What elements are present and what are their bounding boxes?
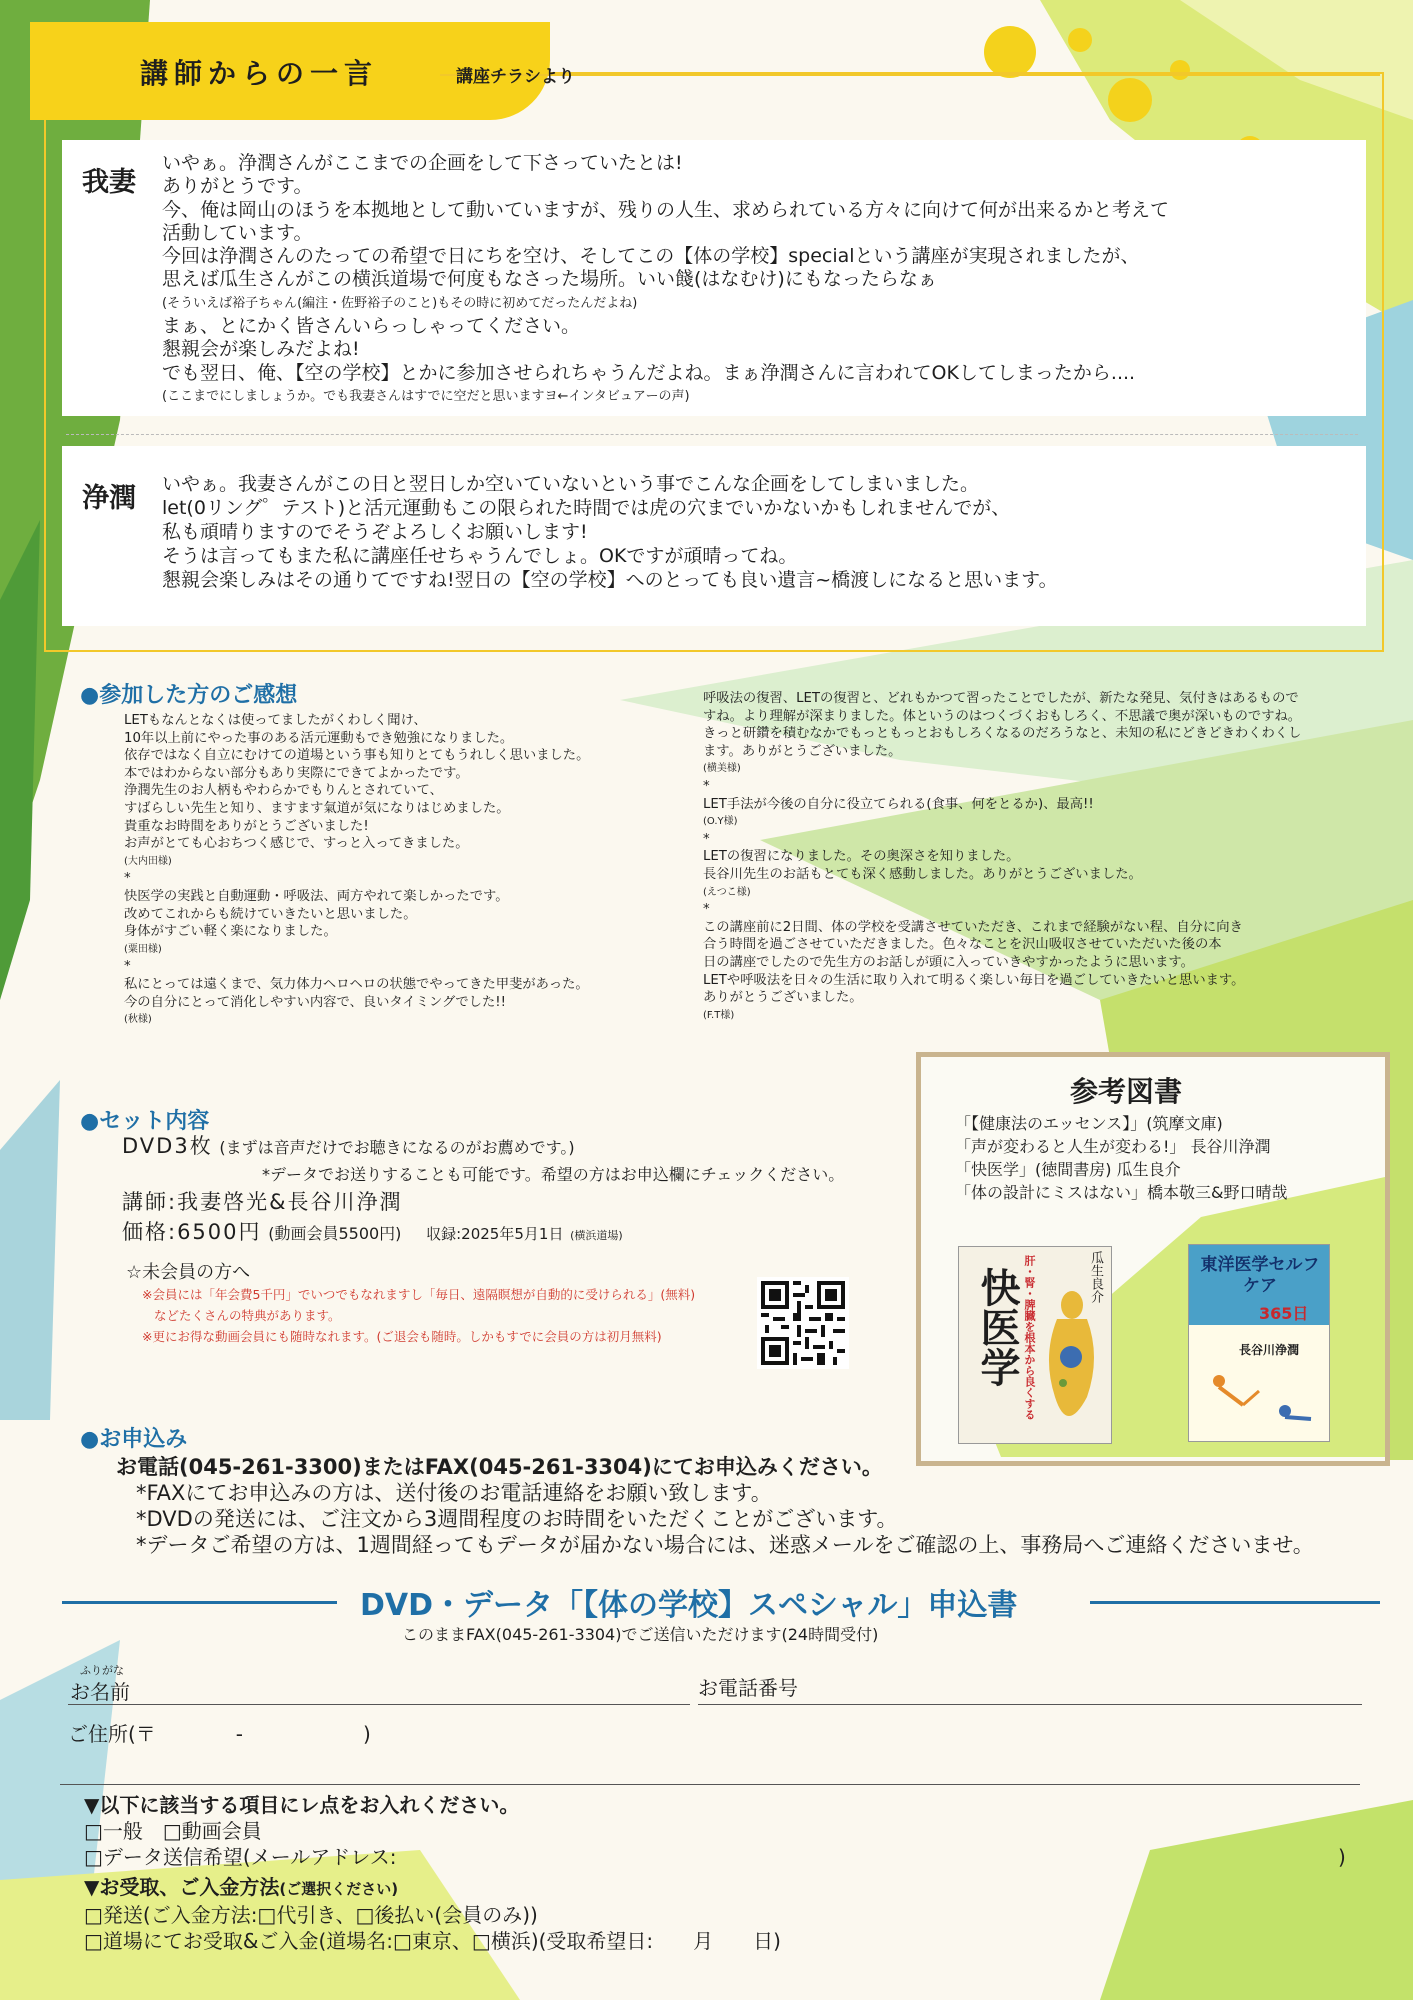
impression-line: すね。より理解が深まりました。体というのはつくづくおもしろく、不思議で奥が深いものですね。 <box>703 708 1302 724</box>
talk-line: let(0リング゜テスト)と活元運動もこの限られた時間では虎の穴までいかないかもしれませんでが、 <box>162 497 1011 519</box>
impression-line: 浄潤先生のお人柄もやわらかでもりんとされていて、 <box>124 783 443 799</box>
impression-line: * <box>124 959 131 975</box>
cover-title: 東洋医学セルフケア <box>1200 1255 1320 1296</box>
impressions-heading-text: 参加した方のご感想 <box>99 683 298 708</box>
name-field[interactable] <box>68 1676 690 1705</box>
impression-line: きっと研鑽を積むなかでもっともっとおもしろくなるのだろうなと、未知の私にどきどきわくわくし <box>703 726 1302 742</box>
apply-main: お電話(045-261-3300)またはFAX(045-261-3304)にてお申込みください。 <box>116 1455 883 1479</box>
pay-option-dojo[interactable]: □道場にてお受取&ご入金(道場名:□東京、□横浜)(受取希望日: 月 日) <box>84 1929 781 1953</box>
impression-line: すばらしい先生と知り、ますます氣道が気になりはじめました。 <box>124 800 510 816</box>
talk-line: いやぁ。浄潤さんがここまでの企画をして下さっていたとは! <box>162 152 683 174</box>
form-options <box>84 1792 1374 1954</box>
member-note: ※会員には「年会費5千円」でいつでもなれますし「毎日、遠隔瞑想が自動的に受けられる」(無料) <box>142 1287 696 1302</box>
price <box>122 1218 623 1250</box>
speaker-1-text <box>162 152 1352 408</box>
pay-heading-text: ▼お受取、ご入金方法 <box>84 1875 280 1899</box>
page-title: 講師からの一言 <box>140 57 379 90</box>
apply-body <box>116 1454 1314 1558</box>
divider <box>66 434 1358 435</box>
book-cover-selfcare <box>1188 1244 1330 1442</box>
impression-line: 身体がすごい軽く楽になりました。 <box>124 924 337 940</box>
phone-field[interactable] <box>698 1672 1362 1705</box>
book-item: 「体の設計にミスはない」橋本敬三&野口晴哉 <box>955 1183 1288 1202</box>
bullet-dot-icon: ● <box>80 1109 100 1134</box>
impression-line: * <box>124 871 131 887</box>
form-subtitle: このままFAX(045-261-3304)でご送信いただけます(24時間受付) <box>402 1625 879 1644</box>
talk-line: 今、俺は岡山のほうを本拠地として動いていますが、残りの人生、求められている方々に向けて何が出来るかと考えて <box>162 198 1170 221</box>
books-list <box>955 1112 1287 1204</box>
check-heading: ▼以下に該当する項目にレ点をお入れください。 <box>84 1793 520 1817</box>
talk-line-small: (ここまでにしましょうか。でも我妻さんはすでに空だと思いますヨ←インタビュアーの声) <box>162 388 690 404</box>
cover-subtitle: 肝・腎・脾臓を根本から良くする <box>1023 1255 1036 1420</box>
name-label: お名前 <box>70 1680 130 1704</box>
impression-line: 依存ではなく自立にむけての道場という事も知りとてもうれしく思いました。 <box>124 748 590 764</box>
impression-line: * <box>703 902 710 918</box>
bullet-dot-icon: ● <box>80 683 100 708</box>
impression-line: LET手法が今後の自分に役立てられる(食事、何をとるか)、最高!! <box>703 796 1094 812</box>
talk-line: 私も頑晴りますのでそうぞよろしくお願いします! <box>162 521 588 543</box>
impression-line: ます。ありがとうございました。 <box>703 743 902 759</box>
apply-heading <box>80 1422 187 1453</box>
impressions-right <box>703 690 1343 1024</box>
talk-line: 懇親会楽しみはその通りてですね!翌日の【空の学校】へのとっても良い遺言~橋渡しになると思います。 <box>162 569 1058 591</box>
impressions-left <box>124 712 684 1029</box>
furigana-label: ふりがな <box>80 1664 124 1677</box>
talk-line: 活動しています。 <box>162 221 313 244</box>
qr-code[interactable] <box>757 1277 849 1369</box>
impression-line: この講座前に2日間、体の学校を受講させていただき、これまで経験がない程、自分に向き <box>703 919 1243 935</box>
talk-line: 懇親会が楽しみだよね! <box>162 338 360 361</box>
talk-line: まぁ、とにかく皆さんいらっしゃってください。 <box>162 315 581 338</box>
teacher: 講師:我妻啓光&長谷川浄潤 <box>122 1190 403 1214</box>
form-title: DVD・データ「【体の学校】スペシャル」申込書 <box>360 1588 1018 1623</box>
talk-line: 今回は浄潤さんのたっての希望で日にちを空け、そしてこの【体の学校】specialという講座が実現されましたが、 <box>162 245 1140 268</box>
price-value: 価格:6500円 <box>122 1220 262 1244</box>
apply-heading-text: お申込み <box>99 1427 188 1452</box>
recorded-date: 収録:2025年5月1日 <box>426 1225 564 1243</box>
book-item: 「声が変わると人生が変わる!」 長谷川浄潤 <box>955 1137 1271 1156</box>
address-label: ご住所(〒 - ) <box>68 1722 371 1746</box>
recorded-place: (横浜道場) <box>570 1229 623 1242</box>
data-send-close: ) <box>1338 1845 1346 1869</box>
impression-line: 快医学の実践と自動運動・呼吸法、両方やれて楽しかったです。 <box>124 888 509 904</box>
header-rule <box>440 74 1380 76</box>
impression-line: 貴重なお時間をありがとうございました! <box>124 818 369 834</box>
speaker-name-2: 浄潤 <box>82 483 136 514</box>
set-heading <box>80 1104 209 1135</box>
impression-line: LETや呼吸法を日々の生活に取り入れて明るく楽しい毎日を過ごしていきたいと思います。 <box>703 972 1245 988</box>
books-heading: 参考図書 <box>1070 1075 1183 1108</box>
impression-author: (F.T様) <box>703 1009 735 1021</box>
data-send-checkbox[interactable] <box>84 1844 1374 1870</box>
member-note: などたくさんの特典があります。 <box>154 1308 341 1323</box>
member-type-checkboxes[interactable]: □一般 □動画会員 <box>84 1819 262 1843</box>
dvd-count: DVD3枚 <box>122 1134 213 1158</box>
figure-illustration-icon <box>1037 1287 1107 1437</box>
impression-line: LETの復習になりました。その奥深さを知りました。 <box>703 849 1020 865</box>
apply-note: *DVDの発送には、ご注文から3週間程度のお時間をいただくことがございます。 <box>136 1507 898 1531</box>
qr-code-icon <box>757 1277 849 1369</box>
impression-line: 10年以上前にやった事のある活元運動もでき勉強になりました。 <box>124 730 514 746</box>
impression-line: 本ではわからない部分もあり実際にできてよかったです。 <box>124 765 469 781</box>
pay-heading <box>84 1874 1374 1902</box>
cover-days: 365日 <box>1259 1304 1309 1323</box>
impression-author: (粟田様) <box>124 943 162 955</box>
impression-line: ありがとうございました。 <box>703 990 863 1006</box>
impression-author: (大内田様) <box>124 855 172 867</box>
talk-line: ありがとうです。 <box>162 175 313 198</box>
impression-line: LETもなんとなくは使ってましたがくわしく聞け、 <box>124 713 427 728</box>
impressions-heading <box>80 678 297 709</box>
impression-line: 今の自分にとって消化しやすい内容で、良いタイミングでした!! <box>124 994 506 1010</box>
book-item: 「【健康法のエッセンス】」(筑摩文庫) <box>955 1114 1223 1133</box>
speaker-2-text <box>162 472 1352 592</box>
impression-author: (えつこ様) <box>703 886 751 898</box>
talk-line: でも翌日、俺、【空の学校】とかに参加させられちゃうんだよね。まぁ浄潤さんに言われてOKしてしまったから.... <box>162 361 1136 384</box>
impression-author: (横美様) <box>703 763 741 775</box>
nonmember-heading: ☆未会員の方へ <box>126 1262 251 1283</box>
apply-note: *データご希望の方は、1週間経ってもデータが届かない場合には、迷惑メールをご確認の上、事務局へご連絡くださいませ。 <box>136 1533 1314 1557</box>
address-field[interactable] <box>60 1718 1360 1785</box>
speaker-name-1: 我妻 <box>82 167 136 198</box>
impression-line: * <box>703 831 710 847</box>
member-note: ※更にお得な動画会員にも随時なれます。(ご退会も随時。しかもすでに会員の方は初月無料) <box>142 1329 662 1344</box>
impression-author: (秋様) <box>124 1014 152 1026</box>
page-subtitle: 講座チラシより <box>456 67 575 87</box>
talk-line-small: (そういえば裕子ちゃん(編注・佐野裕子のこと)もその時に初めてだったんだよね) <box>162 295 638 311</box>
book-cover-kaiigaku <box>958 1246 1112 1444</box>
impression-line: 合う時間を過ごさせていただきました。色々なことを沢山吸収させていただいた後の本 <box>703 937 1222 953</box>
data-send-label: □データ送信希望(メールアドレス: <box>84 1845 397 1869</box>
pay-option-ship[interactable]: □発送(ご入金方法:□代引き、□後払い(会員のみ)) <box>84 1903 538 1927</box>
impression-author: (O.Y様) <box>703 816 738 828</box>
exercise-illustration-icon <box>1199 1361 1319 1431</box>
talk-line: そうは言ってもまた私に講座任せちゃうんでしょ。OKですが頑晴ってね。 <box>162 545 798 567</box>
form-title-rule-left <box>62 1601 337 1604</box>
apply-note: *FAXにてお申込みの方は、送付後のお電話連絡をお願い致します。 <box>136 1481 772 1505</box>
book-item: 「快医学」(徳間書房) 瓜生良介 <box>955 1160 1181 1179</box>
dvd-note: (まずは音声だけでお聴きになるのがお薦めです。) <box>219 1138 575 1157</box>
set-heading-text: セット内容 <box>99 1109 210 1134</box>
set-dvd <box>122 1132 575 1162</box>
phone-label: お電話番号 <box>698 1676 798 1700</box>
price-member: (動画会員5500円) <box>268 1224 402 1243</box>
cover-author: 長谷川浄潤 <box>1239 1343 1300 1357</box>
impression-line: 長谷川先生のお話もとても深く感動しました。ありがとうございました。 <box>703 866 1142 882</box>
data-note: *データでお送りすることも可能です。希望の方はお申込欄にチェックください。 <box>262 1165 845 1184</box>
pay-heading-note: (ご選択ください) <box>279 1880 399 1898</box>
impression-line: お声がとても心おちつく感じで、すっと入ってきました。 <box>124 836 469 852</box>
impression-line: 呼吸法の復習、LETの復習と、どれもかつて習ったことでしたが、新たな発見、気付きはあるもので <box>703 691 1299 706</box>
member-notes <box>142 1284 742 1347</box>
bullet-dot-icon: ● <box>80 1427 100 1452</box>
impression-line: 日の講座でしたので先生方のお話しが頭に入っていきやすかったように思います。 <box>703 954 1194 970</box>
cover-title: 快医学 <box>974 1267 1020 1387</box>
impression-line: * <box>703 778 710 794</box>
impression-line: 私にとっては遠くまで、気力体力ヘロヘロの状態でやってきた甲斐があった。 <box>124 976 589 992</box>
cover-author: 瓜生良介 <box>1088 1251 1103 1303</box>
talk-line: いやぁ。我妻さんがこの日と翌日しか空いていないという事でこんな企画をしてしまいました。 <box>162 473 980 495</box>
form-title-rule-right <box>1090 1601 1380 1604</box>
talk-line: 思えば瓜生さんがこの横浜道場で何度もなさった場所。いい餞(はなむけ)にもなったらなぁ <box>162 268 937 291</box>
impression-line: 改めてこれからも続けていきたいと思いました。 <box>124 906 417 922</box>
